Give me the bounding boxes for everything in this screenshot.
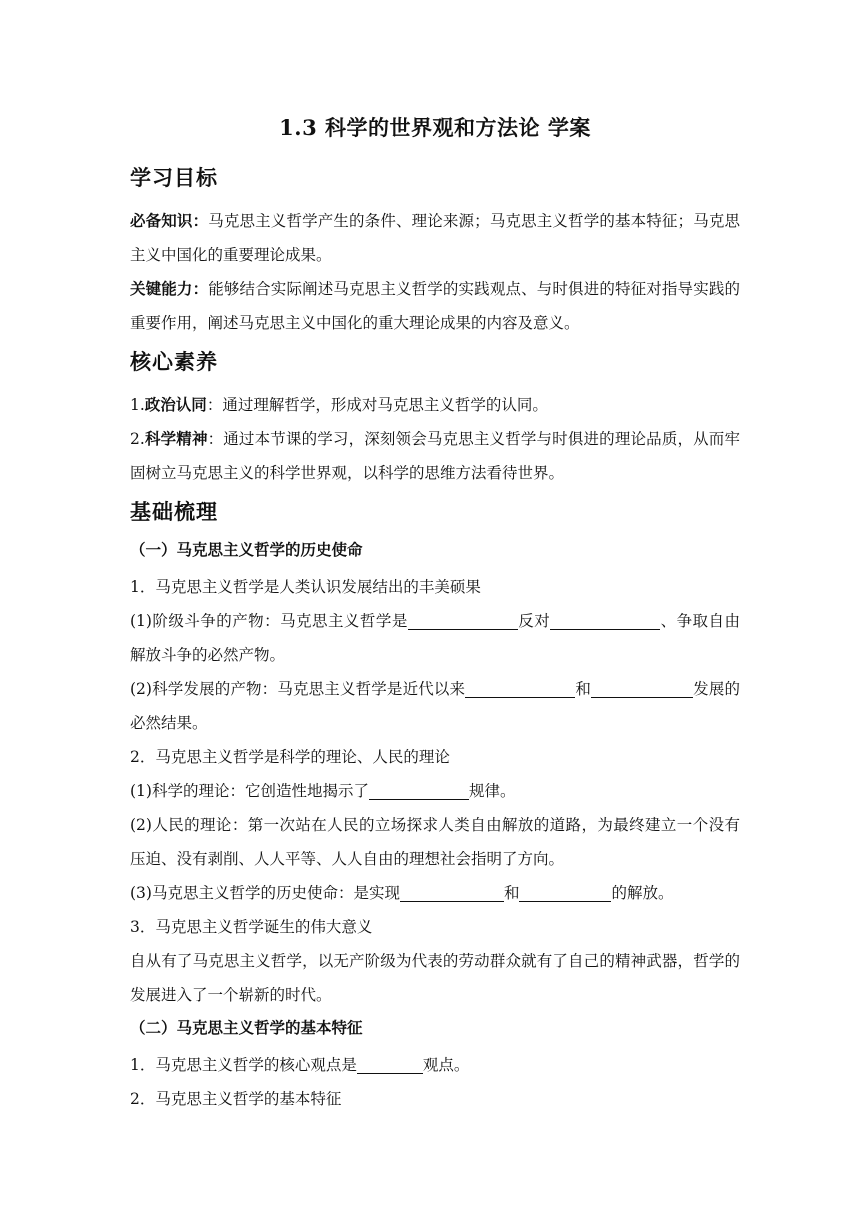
fill-blank[interactable] — [591, 679, 693, 698]
subsection-title-1: （一）马克思主义哲学的历史使命 — [130, 540, 363, 559]
point-1-1 — [130, 604, 740, 672]
text-segment: (1)阶级斗争的产物：马克思主义哲学是 — [130, 612, 408, 630]
core-literacy-section — [130, 346, 740, 490]
fill-blank[interactable] — [465, 679, 575, 698]
text-segment: 和 — [575, 680, 592, 698]
essential-knowledge-paragraph — [130, 204, 740, 272]
subsection-title-2: （二）马克思主义哲学的基本特征 — [130, 1018, 363, 1037]
text-segment: (1)科学的理论：它创造性地揭示了 — [130, 782, 369, 800]
text-segment: 观点。 — [422, 1056, 470, 1074]
text-segment: 反对 — [517, 612, 551, 630]
document-page — [130, 112, 740, 1122]
item-number: 2. — [130, 430, 145, 448]
scientific-spirit-item — [130, 422, 740, 490]
fill-blank[interactable] — [519, 883, 611, 902]
learning-goals-section — [130, 162, 740, 340]
essential-knowledge-text: 马克思主义哲学产生的条件、理论来源；马克思主义哲学的基本特征；马克思主义中国化的重要理论成果。 — [130, 212, 740, 264]
document-title: 1.3 科学的世界观和方法论 学案 — [279, 115, 591, 140]
text-segment: 发展的必然结果。 — [130, 680, 740, 732]
point-2-2: (2)人民的理论：第一次站在人民的立场探求人类自由解放的道路，为最终建立一个没有压迫、没有剥削、人人平等、人人自由的理想社会指明了方向。 — [130, 816, 740, 868]
point-1-2 — [130, 672, 740, 740]
text-segment: (2)科学发展的产物：马克思主义哲学是近代以来 — [130, 680, 466, 698]
scientific-spirit-text: ：通过本节课的学习，深刻领会马克思主义哲学与时俱进的理论品质，从而牢固树立马克思主义的科学世界观，以科学的思维方法看待世界。 — [130, 430, 740, 482]
point-2-1 — [130, 774, 740, 808]
essential-knowledge-label: 必备知识： — [130, 211, 209, 230]
scientific-spirit-label: 科学精神 — [144, 429, 208, 448]
point-2-3 — [130, 876, 740, 910]
key-ability-text: 能够结合实际阐述马克思主义哲学的实践观点、与时俱进的特征对指导实践的重要作用，阐述马克思主义中国化的重大理论成果的内容及意义。 — [130, 280, 740, 332]
text-segment: 规律。 — [468, 782, 516, 800]
point-1: 1．马克思主义哲学是人类认识发展结出的丰美硕果 — [130, 578, 481, 596]
point-2: 2．马克思主义哲学是科学的理论、人民的理论 — [130, 748, 450, 766]
political-identity-item — [130, 388, 740, 422]
key-ability-label: 关键能力： — [130, 279, 209, 298]
text-segment: 和 — [503, 884, 520, 902]
fill-blank[interactable] — [369, 781, 469, 800]
point-3: 3．马克思主义哲学诞生的伟大意义 — [130, 918, 373, 936]
text-segment: 、争取自由解放斗争的必然产物。 — [130, 612, 740, 664]
basics-section — [130, 496, 740, 1116]
fill-blank[interactable] — [408, 611, 518, 630]
text-segment: 的解放。 — [611, 884, 674, 902]
core-view-item — [130, 1048, 740, 1082]
fill-blank[interactable] — [400, 883, 504, 902]
basics-heading: 基础梳理 — [130, 500, 218, 524]
political-identity-text: ：通过理解哲学，形成对马克思主义哲学的认同。 — [206, 396, 548, 414]
point-3-text: 自从有了马克思主义哲学，以无产阶级为代表的劳动群众就有了自己的精神武器，哲学的发展进入了一个崭新的时代。 — [130, 952, 740, 1004]
key-ability-paragraph — [130, 272, 740, 340]
text-segment: (3)马克思主义哲学的历史使命：是实现 — [130, 884, 400, 902]
political-identity-label: 政治认同 — [144, 395, 207, 414]
fill-blank[interactable] — [357, 1055, 423, 1074]
item-number: 1. — [130, 396, 145, 414]
fill-blank[interactable] — [550, 611, 660, 630]
basic-features-item: 2．马克思主义哲学的基本特征 — [130, 1090, 342, 1108]
core-literacy-heading: 核心素养 — [130, 350, 218, 374]
learning-goals-heading: 学习目标 — [130, 166, 218, 190]
text-segment: 1．马克思主义哲学的核心观点是 — [130, 1056, 357, 1074]
